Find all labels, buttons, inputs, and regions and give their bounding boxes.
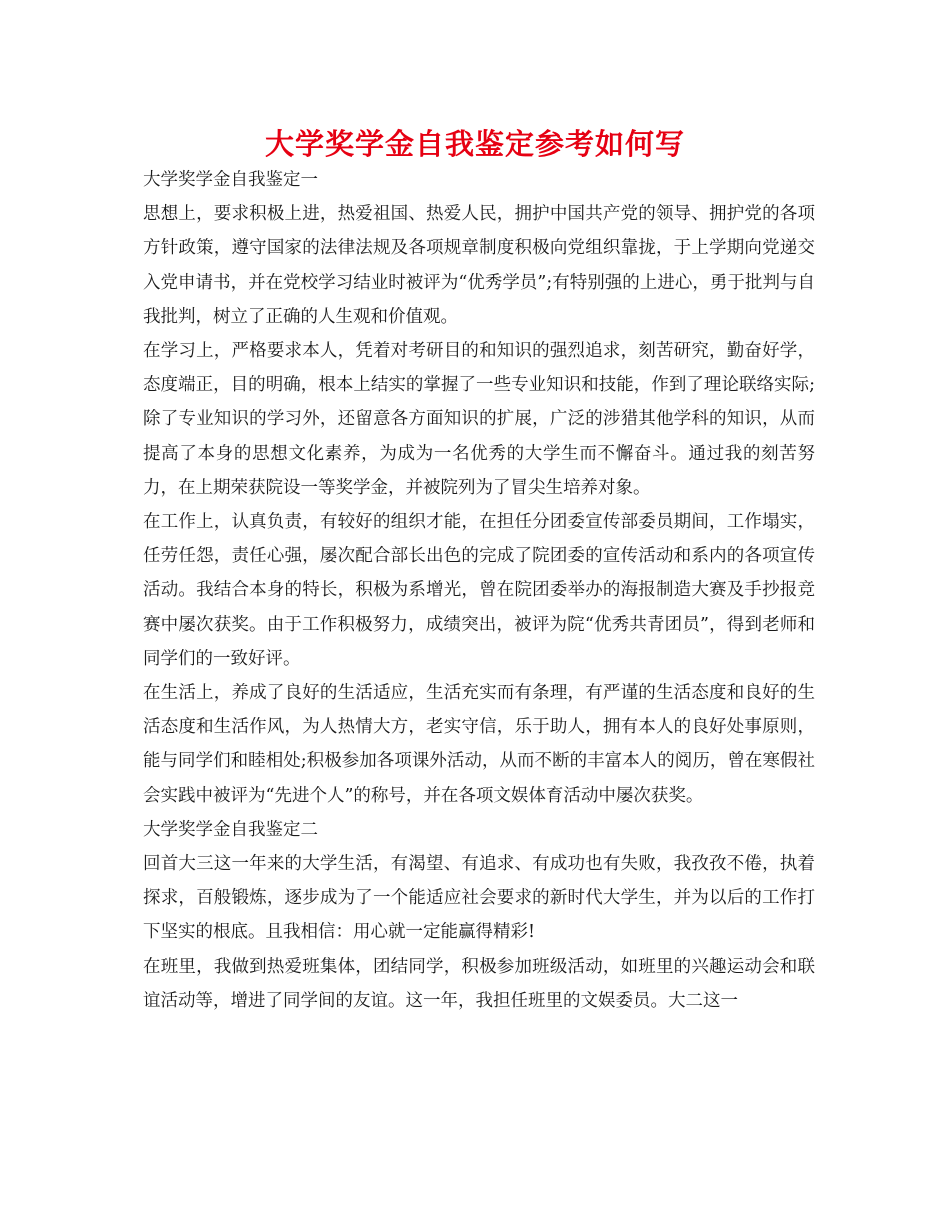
paragraph-ideology: 思想上，要求积极上进，热爱祖国、热爱人民，拥护中国共产党的领导、拥护党的各项方针政策，遵守国家的法律法规及各项规章制度积极向党组织靠拢，于上学期向党递交入党申请书，并在党校学习结业时被评为“优秀学员”;有特别强的上进心，勇于批判与自我批判，树立了正确的人生观和价值观。 [143,204,815,327]
paragraph-review: 回首大三这一年来的大学生活，有渴望、有追求、有成功也有失败，我孜孜不倦，执着探求，百般锻炼，逐步成为了一个能适应社会要求的新时代大学生，并为以后的工作打下坚实的根底。且我相信：用心就一定能赢得精彩! [143,854,815,943]
paragraph-work: 在工作上，认真负责，有较好的组织才能，在担任分团委宣传部委员期间，工作塌实，任劳任怨，责任心强，屡次配合部长出色的完成了院团委的宣传活动和系内的各项宣传活动。我结合本身的特长，积极为系增光，曾在院团委举办的海报制造大赛及手抄报竞赛中屡次获奖。由于工作积极努力，成绩突出，被评为院“优秀共青团员”，得到老师和同学们的一致好评。 [143,512,815,669]
document-title: 大学奖学金自我鉴定参考如何写 [264,127,685,161]
section-heading-2: 大学奖学金自我鉴定二 [143,819,318,840]
paragraph-life: 在生活上，养成了良好的生活适应，生活充实而有条理，有严谨的生活态度和良好的生活态度和生活作风，为人热情大方，老实守信，乐于助人，拥有本人的良好处事原则，能与同学们和睦相处;积极参加各项课外活动，从而不断的丰富本人的阅历，曾在寒假社会实践中被评为“先进个人”的称号，并在各项文娱体育活动中屡次获奖。 [143,683,815,806]
section-heading-1: 大学奖学金自我鉴定一 [143,170,318,190]
paragraph-class: 在班里，我做到热爱班集体，团结同学，积极参加班级活动，如班里的兴趣运动会和联谊活动等，增进了同学间的友谊。这一年，我担任班里的文娱委员。大二这一 [143,956,815,1011]
document-body [143,163,815,1018]
paragraph-study: 在学习上，严格要求本人，凭着对考研目的和知识的强烈追求，刻苦研究，勤奋好学，态度端正，目的明确，根本上结实的掌握了一些专业知识和技能，作到了理论联络实际;除了专业知识的学习外，还留意各方面知识的扩展，广泛的涉猎其他学科的知识，从而提高了本身的思想文化素养，为成为一名优秀的大学生而不懈奋斗。通过我的刻苦努力，在上期荣获院设一等奖学金，并被院列为了冒尖生培养对象。 [143,341,815,498]
